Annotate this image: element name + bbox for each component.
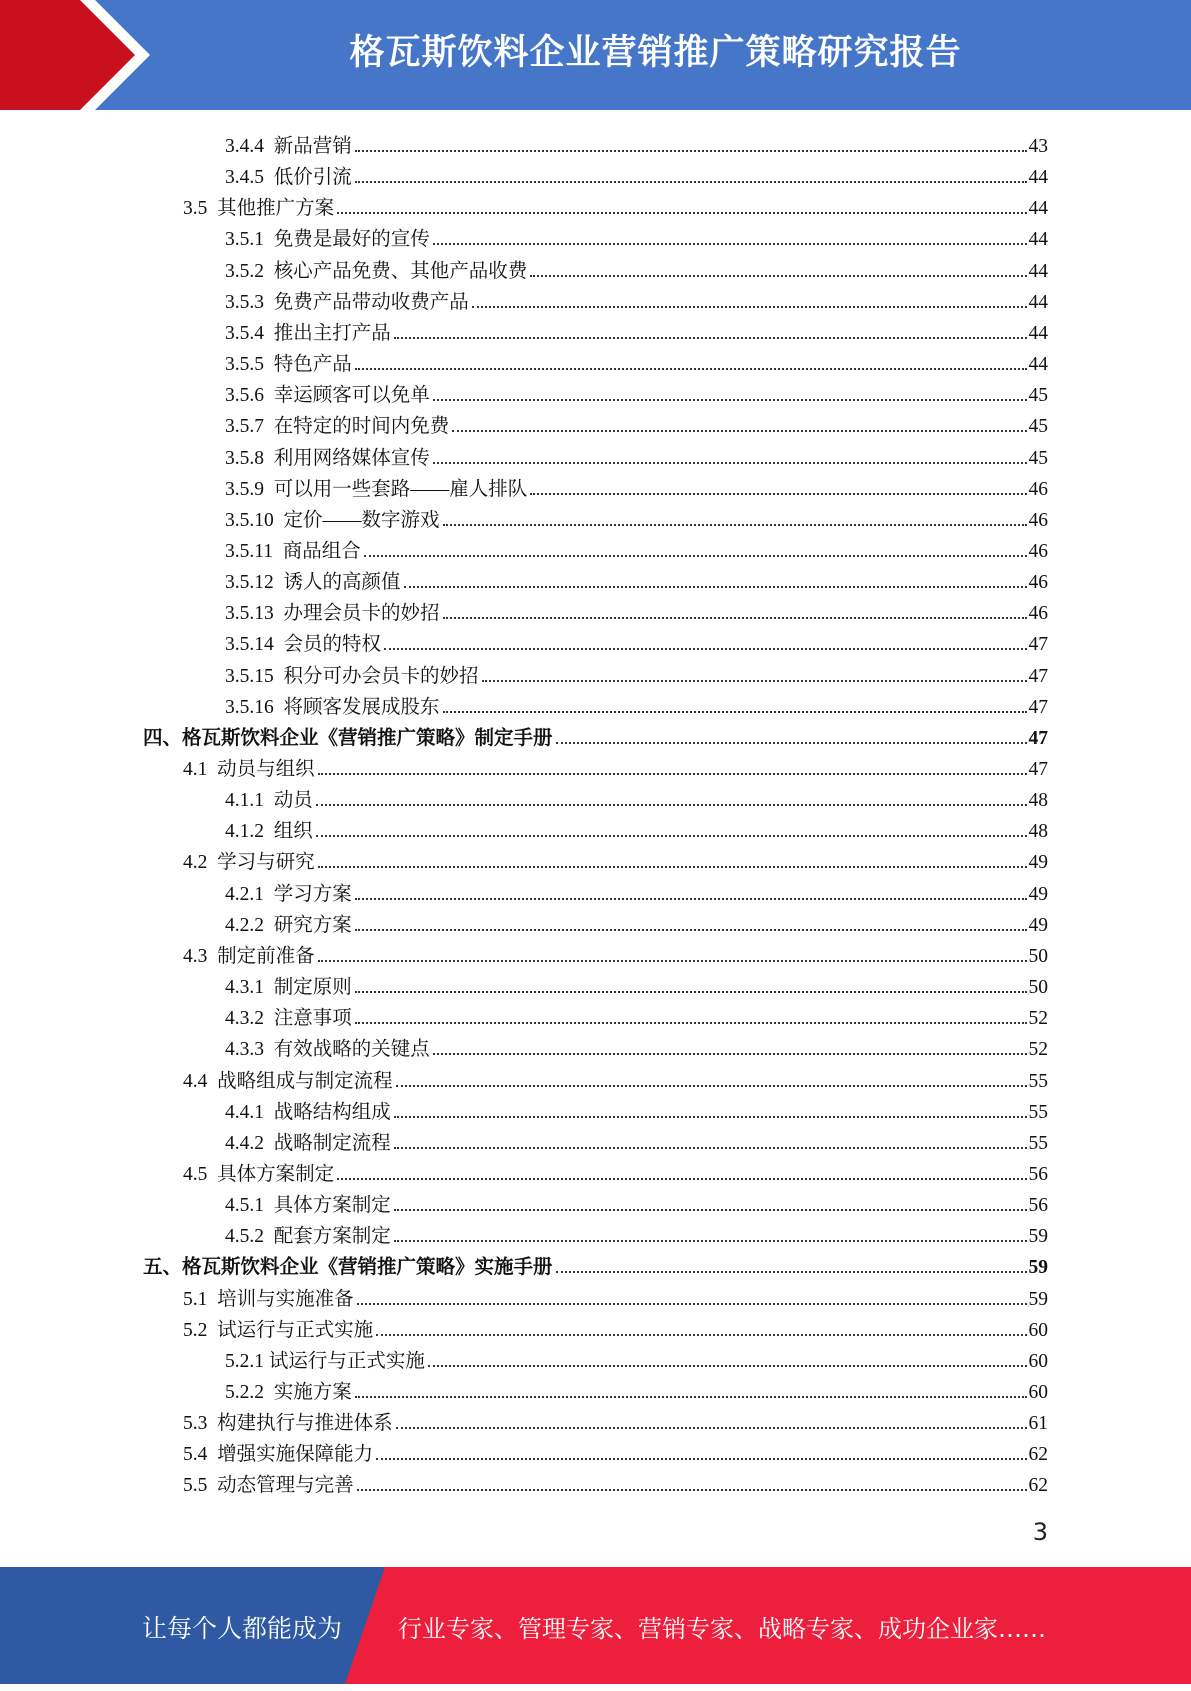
toc-entry-page: 44	[1028, 260, 1048, 282]
toc-entry-page: 44	[1028, 198, 1048, 220]
toc-entry[interactable]	[183, 1311, 1048, 1342]
toc-entry-title: 定价——数字游戏	[283, 509, 440, 531]
toc-entry-page: 44	[1028, 291, 1048, 313]
toc-entry-title: 动员与组织	[217, 759, 315, 780]
toc-entry-number: 5.5	[183, 1475, 218, 1497]
toc-entry-page: 59	[1028, 1257, 1048, 1279]
toc-entry[interactable]	[183, 1280, 1048, 1311]
toc-entry[interactable]	[225, 999, 1048, 1030]
toc-entry[interactable]	[225, 781, 1048, 812]
toc-entry-number: 3.5.5	[225, 354, 274, 376]
document-title: 格瓦斯饮料企业营销推广策略研究报告	[349, 33, 962, 73]
toc-dot-leader	[472, 306, 1027, 308]
toc-entry-page: 45	[1028, 447, 1048, 469]
toc-entry-number: 4.2.1	[225, 883, 274, 905]
toc-entry-page: 47	[1028, 634, 1048, 656]
toc-entry-title: 制定前准备	[217, 945, 315, 967]
toc-entry-page: 46	[1028, 478, 1048, 500]
toc-entry[interactable]	[225, 407, 1048, 438]
toc-entry-page: 45	[1028, 385, 1048, 407]
toc-entry-title: 有效战略的关键点	[273, 1039, 430, 1061]
toc-dot-leader	[355, 991, 1027, 993]
toc-entry[interactable]	[225, 906, 1048, 937]
toc-entry-title: 具体方案制定	[217, 1163, 335, 1185]
toc-entry-number: 3.4.4	[225, 136, 274, 157]
toc-entry-page: 61	[1028, 1413, 1048, 1435]
toc-dot-leader	[355, 1396, 1027, 1398]
toc-dot-leader	[433, 462, 1027, 464]
toc-entry-number: 5.1	[183, 1288, 218, 1310]
toc-entry-title: 可以用一些套路——雇人排队	[273, 478, 528, 500]
toc-entry[interactable]	[183, 750, 1048, 781]
toc-dot-leader	[355, 181, 1027, 183]
toc-entry[interactable]	[225, 532, 1048, 563]
toc-entry-page: 47	[1028, 727, 1048, 749]
toc-dot-leader	[452, 430, 1026, 432]
toc-dot-leader	[394, 1209, 1027, 1211]
toc-entry[interactable]	[225, 1186, 1048, 1217]
toc-dot-leader	[556, 1271, 1027, 1273]
toc-entry-page: 44	[1028, 322, 1048, 344]
toc-entry[interactable]	[225, 252, 1048, 283]
toc-entry-title: 利用网络媒体宣传	[273, 447, 430, 469]
toc-entry-title: 推出主打产品	[273, 322, 391, 344]
toc-dot-leader	[357, 1489, 1027, 1491]
toc-entry[interactable]	[225, 1030, 1048, 1061]
toc-entry[interactable]	[225, 345, 1048, 376]
toc-entry[interactable]	[225, 875, 1048, 906]
toc-dot-leader	[355, 929, 1027, 931]
toc-entry[interactable]	[225, 501, 1048, 532]
toc-dot-leader	[318, 773, 1027, 775]
toc-entry-title: 动态管理与完善	[217, 1475, 354, 1497]
toc-entry[interactable]	[225, 594, 1048, 625]
toc-dot-leader	[394, 1147, 1027, 1149]
toc-entry[interactable]	[225, 657, 1048, 688]
toc-dot-leader	[530, 493, 1026, 495]
toc-dot-leader	[337, 1178, 1026, 1180]
toc-entry-title: 积分可办会员卡的妙招	[283, 665, 479, 687]
toc-entry-title: 四、格瓦斯饮料企业《营销推广策略》制定手册	[143, 727, 553, 749]
toc-dot-leader	[443, 711, 1027, 713]
toc-entry[interactable]	[183, 1435, 1048, 1466]
toc-dot-leader	[364, 555, 1027, 557]
toc-dot-leader	[556, 742, 1027, 744]
toc-entry-number: 3.4.5	[225, 167, 274, 189]
toc-entry-title: 核心产品免费、其他产品收费	[273, 260, 528, 282]
toc-entry-title: 战略组成与制定流程	[217, 1070, 393, 1092]
toc-entry-page: 62	[1028, 1475, 1048, 1497]
toc-entry-number: 3.5.8	[225, 447, 274, 469]
toc-dot-leader	[355, 150, 1027, 152]
toc-entry-number: 5.2.1	[225, 1350, 269, 1372]
toc-dot-leader	[443, 617, 1027, 619]
toc-entry-number: 4.4.1	[225, 1101, 274, 1123]
toc-entry-title: 培训与实施准备	[217, 1288, 354, 1310]
toc-entry-page: 60	[1028, 1350, 1048, 1372]
toc-dot-leader	[318, 960, 1027, 962]
toc-entry-page: 49	[1028, 883, 1048, 905]
toc-entry-number: 3.5.6	[225, 385, 274, 407]
toc-entry-page: 46	[1028, 603, 1048, 625]
toc-entry-number: 4.3.2	[225, 1008, 274, 1030]
toc-entry-number: 3.5.1	[225, 229, 274, 251]
toc-dot-leader	[428, 1365, 1027, 1367]
toc-entry-page: 60	[1028, 1319, 1048, 1341]
toc-entry-title: 学习与研究	[217, 852, 315, 874]
toc-entry[interactable]	[225, 439, 1048, 470]
toc-entry-number: 4.5.2	[225, 1226, 274, 1248]
toc-entry-title: 五、格瓦斯饮料企业《营销推广策略》实施手册	[143, 1257, 553, 1279]
toc-entry-title: 特色产品	[273, 354, 352, 376]
toc-entry-number: 4.3.3	[225, 1039, 274, 1061]
toc-entry-number: 3.5.16	[225, 696, 284, 718]
toc-entry-title: 新品营销	[273, 136, 352, 157]
toc-entry[interactable]	[183, 1404, 1048, 1435]
toc-entry-page: 46	[1028, 572, 1048, 594]
toc-dot-leader	[396, 1427, 1027, 1429]
toc-entry-page: 46	[1028, 509, 1048, 531]
toc-entry-title: 组织	[273, 821, 313, 843]
toc-dot-leader	[394, 337, 1027, 339]
toc-entry[interactable]	[225, 220, 1048, 251]
toc-entry-number: 4.2	[183, 852, 218, 874]
toc-dot-leader	[384, 648, 1026, 650]
toc-entry-title: 战略制定流程	[273, 1132, 391, 1154]
toc-entry-number: 3.5.7	[225, 416, 274, 438]
toc-entry-page: 56	[1028, 1195, 1048, 1217]
toc-entry-number: 4.2.2	[225, 914, 274, 936]
toc-entry[interactable]	[225, 563, 1048, 594]
toc-entry-title: 动员	[273, 790, 313, 812]
toc-entry[interactable]	[225, 127, 1048, 158]
toc-dot-leader	[394, 1240, 1027, 1242]
toc-entry-page: 55	[1028, 1132, 1048, 1154]
toc-entry-page: 47	[1028, 696, 1048, 718]
toc-entry-page: 48	[1028, 821, 1048, 843]
toc-entry-number: 5.4	[183, 1444, 218, 1466]
toc-dot-leader	[376, 1458, 1026, 1460]
toc-entry-title: 免费是最好的宣传	[273, 229, 430, 251]
toc-entry[interactable]	[225, 968, 1048, 999]
toc-entry-title: 免费产品带动收费产品	[273, 291, 469, 313]
toc-entry[interactable]	[225, 1342, 1048, 1373]
toc-dot-leader	[355, 1022, 1027, 1024]
toc-entry[interactable]	[225, 1093, 1048, 1124]
toc-dot-leader	[433, 1053, 1027, 1055]
toc-entry-number: 3.5.2	[225, 260, 274, 282]
toc-entry[interactable]	[225, 688, 1048, 719]
toc-dot-leader	[318, 866, 1027, 868]
toc-entry-number: 4.3	[183, 945, 218, 967]
toc-entry-title: 注意事项	[273, 1008, 352, 1030]
toc-entry[interactable]	[225, 283, 1048, 314]
toc-entry-title: 制定原则	[273, 977, 352, 999]
toc-entry-title: 会员的特权	[283, 634, 382, 656]
toc-entry-page: 49	[1028, 852, 1048, 874]
toc-entry[interactable]	[225, 625, 1048, 656]
toc-entry-number: 3.5.14	[225, 634, 284, 656]
page-number: 3	[1032, 1518, 1048, 1546]
toc-entry-page: 52	[1028, 1008, 1048, 1030]
toc-dot-leader	[355, 368, 1027, 370]
toc-entry-title: 试运行与正式实施	[217, 1319, 374, 1341]
toc-entry-page: 59	[1028, 1226, 1048, 1248]
header-banner	[0, 0, 1191, 110]
toc-dot-leader	[316, 835, 1027, 837]
toc-entry-title: 战略结构组成	[273, 1101, 391, 1123]
toc-entry[interactable]	[225, 376, 1048, 407]
toc-entry-title: 试运行与正式实施	[268, 1350, 425, 1372]
toc-dot-leader	[337, 212, 1026, 214]
toc-entry[interactable]	[225, 158, 1048, 189]
toc-entry-title: 办理会员卡的妙招	[283, 603, 440, 625]
toc-entry-title: 学习方案	[273, 883, 352, 905]
toc-entry[interactable]	[225, 1373, 1048, 1404]
toc-entry-page: 59	[1028, 1288, 1048, 1310]
toc-entry[interactable]	[225, 812, 1048, 843]
toc-entry-number: 3.5.4	[225, 322, 274, 344]
toc-entry-page: 47	[1028, 665, 1048, 687]
toc-entry[interactable]	[183, 1155, 1048, 1186]
toc-entry-number: 3.5.3	[225, 291, 274, 313]
toc-entry[interactable]	[183, 1062, 1048, 1093]
toc-entry-title: 其他推广方案	[217, 198, 335, 220]
toc-entry-number: 4.3.1	[225, 977, 274, 999]
toc-entry-page: 44	[1028, 167, 1048, 189]
toc-entry-number: 4.1.1	[225, 790, 274, 812]
toc-entry-page: 55	[1028, 1070, 1048, 1092]
toc-entry-title: 诱人的高颜值	[283, 572, 401, 594]
toc-dot-leader	[396, 1085, 1027, 1087]
toc-entry[interactable]	[143, 1248, 1048, 1279]
toc-entry-page: 50	[1028, 977, 1048, 999]
footer-slogan: 让每个人都能成为	[142, 1614, 343, 1643]
toc-dot-leader	[404, 586, 1027, 588]
toc-entry[interactable]	[225, 1217, 1048, 1248]
toc-dot-leader	[530, 275, 1026, 277]
toc-entry[interactable]	[225, 470, 1048, 501]
toc-entry-page: 43	[1028, 136, 1048, 157]
toc-entry-page: 52	[1028, 1039, 1048, 1061]
toc-entry-number: 3.5.11	[225, 540, 283, 562]
toc-entry-page: 45	[1028, 416, 1048, 438]
toc-dot-leader	[394, 1116, 1027, 1118]
toc-dot-leader	[357, 1303, 1027, 1305]
toc-entry[interactable]	[183, 843, 1048, 874]
toc-entry-number: 5.2.2	[225, 1382, 274, 1403]
toc-entry-title: 增强实施保障能力	[217, 1444, 374, 1466]
toc-dot-leader	[316, 804, 1027, 806]
toc-entry-number: 4.4	[183, 1070, 218, 1092]
toc-entry-title: 将顾客发展成股东	[283, 696, 440, 718]
toc-entry-title: 研究方案	[273, 914, 352, 936]
toc-entry-number: 3.5.9	[225, 478, 274, 500]
footer-banner	[0, 1567, 1191, 1684]
toc-entry[interactable]	[225, 1124, 1048, 1155]
toc-entry-page: 56	[1028, 1163, 1048, 1185]
toc-entry[interactable]	[225, 314, 1048, 345]
toc-entry-number: 3.5.12	[225, 572, 284, 594]
toc-entry-title: 具体方案制定	[273, 1195, 391, 1217]
toc-entry-page: 49	[1028, 914, 1048, 936]
toc-entry-page: 48	[1028, 790, 1048, 812]
toc-entry-title: 配套方案制定	[273, 1226, 391, 1248]
toc-entry-page: 44	[1028, 354, 1048, 376]
toc-entry-number: 3.5.15	[225, 665, 284, 687]
toc-entry-page: 47	[1028, 759, 1048, 780]
toc-entry-title: 构建执行与推进体系	[217, 1413, 393, 1435]
toc-entry-number: 4.4.2	[225, 1132, 274, 1154]
toc-entry-title: 低价引流	[273, 167, 352, 189]
toc-entry-number: 3.5.10	[225, 509, 284, 531]
footer-expert-list: 行业专家、管理专家、营销专家、战略专家、成功企业家……	[398, 1615, 1046, 1643]
toc-dot-leader	[443, 524, 1027, 526]
toc-dot-leader	[433, 243, 1027, 245]
toc-entry-number: 3.5.13	[225, 603, 284, 625]
toc-dot-leader	[355, 898, 1027, 900]
toc-dot-leader	[482, 680, 1027, 682]
toc-entry[interactable]	[183, 937, 1048, 968]
toc-entry-page: 55	[1028, 1101, 1048, 1123]
toc-dot-leader	[433, 399, 1027, 401]
toc-entry-page: 44	[1028, 229, 1048, 251]
toc-entry-number: 5.2	[183, 1319, 218, 1341]
toc-entry[interactable]	[143, 719, 1048, 750]
toc-entry-page: 60	[1028, 1382, 1048, 1403]
toc-entry-number: 4.5.1	[225, 1195, 274, 1217]
toc-entry[interactable]	[183, 189, 1048, 220]
toc-entry-page: 46	[1028, 540, 1048, 562]
toc-entry-number: 4.5	[183, 1163, 218, 1185]
toc-entry-number: 4.1.2	[225, 821, 274, 843]
toc-entry[interactable]	[183, 1466, 1048, 1497]
toc-entry-page: 62	[1028, 1444, 1048, 1466]
toc-entry-title: 幸运顾客可以免单	[273, 385, 430, 407]
toc-entry-number: 3.5	[183, 198, 218, 220]
toc-entry-title: 在特定的时间内免费	[273, 416, 450, 438]
toc-entry-page: 50	[1028, 945, 1048, 967]
toc-entry-title: 实施方案	[273, 1382, 352, 1403]
toc-dot-leader	[376, 1334, 1026, 1336]
toc-entry-number: 4.1	[183, 759, 218, 780]
toc-entry-number: 5.3	[183, 1413, 218, 1435]
toc-entry-title: 商品组合	[282, 540, 361, 562]
